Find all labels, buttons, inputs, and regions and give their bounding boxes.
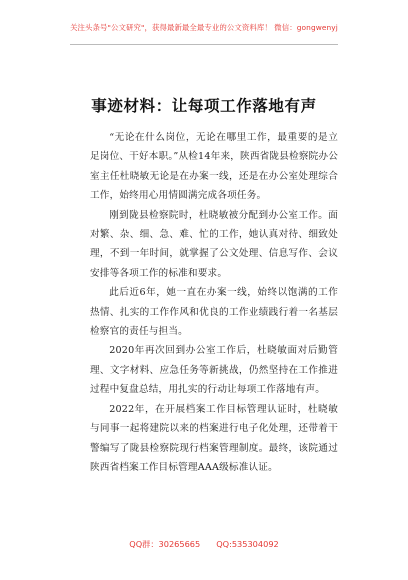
body-paragraph: 2022年，在开展档案工作目标管理认证时，杜晓敏与同事一起将建院以来的档案进行电子化处理，还带着干警编写了陇县检察院现行档案管理制度。最终，该院通过陕西省档案工作目标管理AAA级标准认证。 bbox=[90, 403, 338, 473]
body-paragraph: 刚到陇县检察院时，杜晓敏被分配到办公室工作。面对繁、杂、细、急、难、忙的工作，她认真对待、细致处理，不到一年时间，就掌握了公文处理、信息写作、会议安排等各项工作的标准和要求。 bbox=[90, 209, 338, 279]
footer-qq: QQ:535304092 bbox=[216, 539, 279, 549]
header-promo-note: 关注头条号"公文研究"，获得最新最全最专业的公文资料库！ 微信：gongwenyj bbox=[70, 23, 338, 32]
footer-qq-group: QQ群：30265665 bbox=[129, 539, 201, 549]
document-body bbox=[90, 128, 338, 477]
body-paragraph: 2020年再次回到办公室工作后，杜晓敏面对后勤管理、文字材料、应急任务等新挑战，仍然坚持在工作推进过程中复盘总结，用扎实的行动让每项工作落地有声。 bbox=[90, 345, 338, 396]
header-divider bbox=[70, 44, 338, 45]
body-paragraph: “无论在什么岗位，无论在哪里工作，最重要的是立足岗位、干好本职。”从检14年来，陕西省陇县检察院办公室主任杜晓敏无论是在办案一线，还是在办公室处理综合工作，始终用心用情圆满完成各项任务。 bbox=[90, 132, 338, 202]
document-title: 事迹材料：让每项工作落地有声 bbox=[91, 97, 317, 115]
footer-contact bbox=[0, 539, 408, 550]
body-paragraph: 此后近6年，她一直在办案一线，始终以饱满的工作热情、扎实的工作作风和优良的工作业绩践行着一名基层检察官的责任与担当。 bbox=[90, 287, 338, 338]
